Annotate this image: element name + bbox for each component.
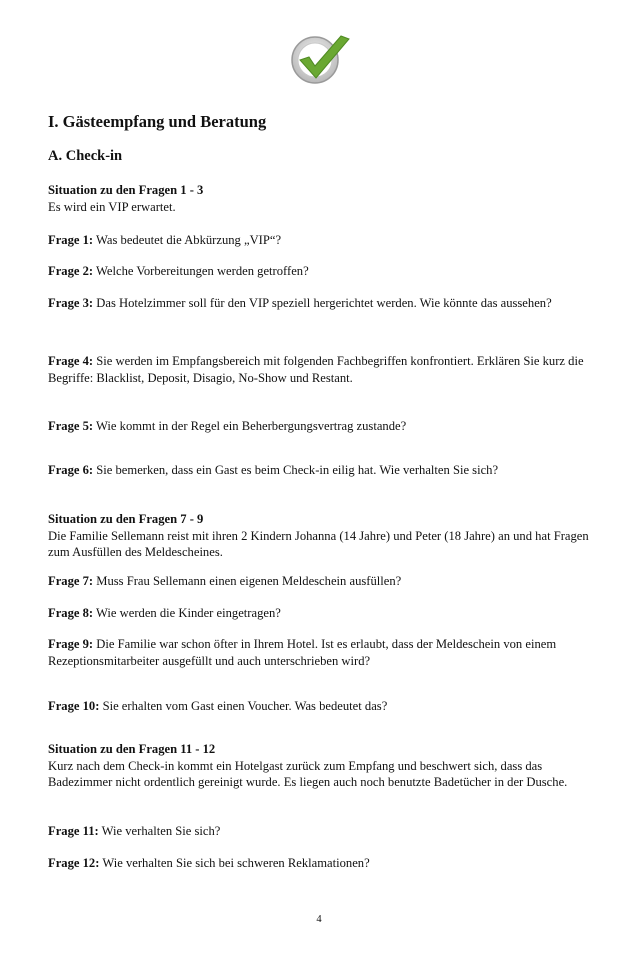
question-5-label: Frage 5: [48, 419, 94, 433]
question-11-label: Frage 11: [48, 824, 99, 838]
situation-2-heading: Situation zu den Fragen 7 - 9 [48, 512, 204, 526]
situation-3 [48, 741, 593, 791]
question-10-text: Sie erhalten vom Gast einen Voucher. Was bedeutet das? [102, 699, 388, 713]
question-1-label: Frage 1: [48, 233, 94, 247]
situation-3-heading: Situation zu den Fragen 11 - 12 [48, 742, 216, 756]
question-11-text: Wie verhalten Sie sich? [101, 824, 221, 838]
question-10 [48, 698, 593, 715]
question-6 [48, 462, 593, 479]
question-5 [48, 418, 593, 435]
question-11 [48, 823, 593, 840]
question-8-label: Frage 8: [48, 606, 94, 620]
situation-2-text: Die Familie Sellemann reist mit ihren 2 Kindern Johanna (14 Jahre) und Peter (18 Jahre) an und hat Fragen zum Ausfüllen des Meldescheines. [48, 528, 589, 559]
question-1-text: Was bedeutet die Abkürzung „VIP“? [96, 233, 282, 247]
question-10-label: Frage 10: [48, 699, 100, 713]
question-4-label: Frage 4: [48, 354, 94, 368]
question-3-text: Das Hotelzimmer soll für den VIP speziell hergerichtet werden. Wie könnte das aussehen? [96, 296, 552, 310]
checkmark-logo-icon [287, 30, 353, 86]
question-3 [48, 295, 593, 312]
question-5-text: Wie kommt in der Regel ein Beherbergungsvertrag zustande? [96, 419, 407, 433]
section-title: I. Gästeempfang und Beratung [48, 112, 267, 131]
question-12-text: Wie verhalten Sie sich bei schweren Reklamationen? [102, 856, 370, 870]
question-1 [48, 232, 593, 249]
question-8-text: Wie werden die Kinder eingetragen? [96, 606, 281, 620]
question-7-text: Muss Frau Sellemann einen eigenen Meldeschein ausfüllen? [96, 574, 402, 588]
situation-1 [48, 182, 593, 215]
situation-2 [48, 511, 593, 561]
question-9-text: Die Familie war schon öfter in Ihrem Hotel. Ist es erlaubt, dass der Meldeschein von einem Rezeptionsmitarbeiter ausgefüllt und auch unterschrieben wird? [48, 637, 557, 668]
question-12 [48, 855, 593, 872]
situation-1-heading: Situation zu den Fragen 1 - 3 [48, 183, 204, 197]
question-12-label: Frage 12: [48, 856, 100, 870]
question-6-label: Frage 6: [48, 463, 94, 477]
question-4 [48, 353, 593, 386]
question-7-label: Frage 7: [48, 574, 94, 588]
question-7 [48, 573, 593, 590]
subsection-title: A. Check-in [48, 148, 123, 164]
question-9-label: Frage 9: [48, 637, 94, 651]
question-2 [48, 263, 593, 280]
situation-3-text: Kurz nach dem Check-in kommt ein Hotelgast zurück zum Empfang und beschwert sich, dass das Badezimmer nicht ordentlich gereinigt wurde. Es liegen auch noch benutzte Badetücher in der Dusche. [48, 758, 568, 789]
question-9 [48, 636, 593, 669]
question-2-text: Welche Vorbereitungen werden getroffen? [96, 264, 309, 278]
question-3-label: Frage 3: [48, 296, 94, 310]
situation-1-text: Es wird ein VIP erwartet. [48, 199, 176, 214]
question-8 [48, 605, 593, 622]
page-number: 4 [316, 914, 322, 925]
question-2-label: Frage 2: [48, 264, 94, 278]
question-6-text: Sie bemerken, dass ein Gast es beim Check-in eilig hat. Wie verhalten Sie sich? [96, 463, 499, 477]
question-4-text: Sie werden im Empfangsbereich mit folgenden Fachbegriffen konfrontiert. Erklären Sie kurz die Begriffe: Blacklist, Deposit, Disagio, No-Show und Restant. [48, 354, 584, 385]
